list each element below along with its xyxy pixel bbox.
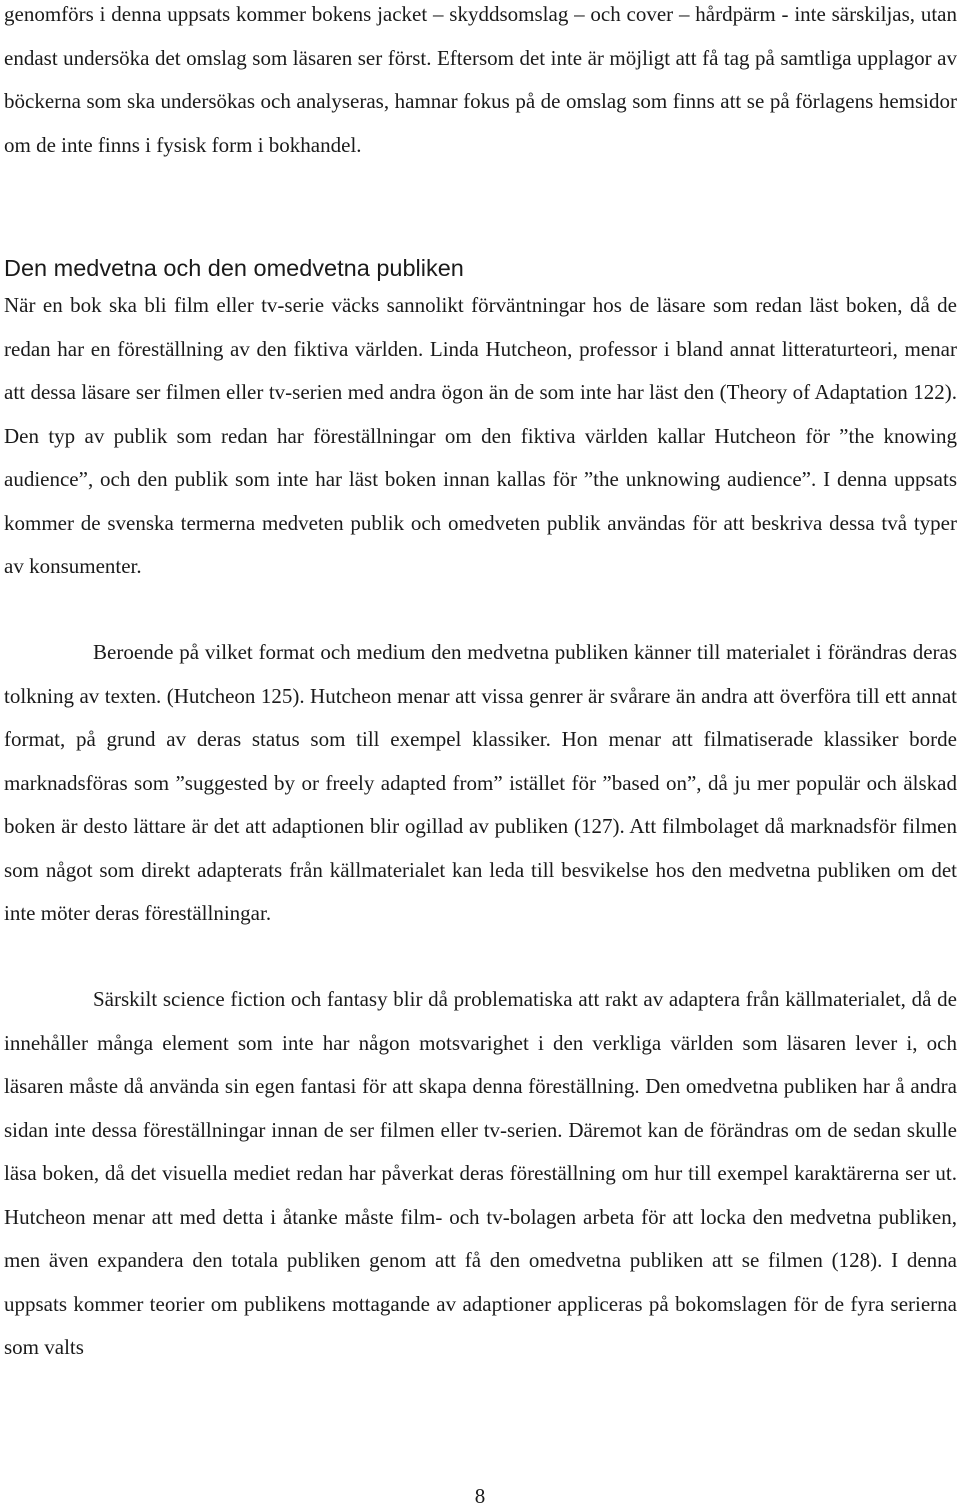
paragraph-intro: genomförs i denna uppsats kommer bokens jacket – skyddsomslag – och cover – hårdpärm - inte särskiljas, utan endast undersöka det omslag som läsaren ser först. Eftersom det inte är möjligt att få tag på samtliga upplagor av böckerna som ska undersökas och analyseras, hamnar fokus på de omslag som finns att se på förlagens hemsidor om de inte finns i fysisk form i bokhandel. [4, 2, 957, 157]
page-number: 8 [474, 1484, 486, 1508]
section-heading: Den medvetna och den omedvetna publiken [4, 255, 464, 281]
paragraph-genre: Särskilt science fiction och fantasy blir då problematiska att rakt av adaptera från källmaterialet, då de innehåller många element som inte har någon motsvarighet i den verkliga världen som läsaren lever i, och läsaren måste då använda sin egen fantasi för att skapa denna föreställning. Den omedvetna publiken har å andra sidan inte dessa föreställningar innan de ser filmen eller tv-serien. Däremot kan de förändras om de sedan skulle läsa boken, då det visuella mediet redan har påverkat deras föreställning om hur till exempel karaktärerna ser ut. Hutcheon menar att med detta i åtanke måste film- och tv-bolagen arbeta för att locka den medvetna publiken, men även expandera den totala publiken genom att få den omedvetna publiken att se filmen (128). I denna uppsats kommer teorier om publikens mottagande av adaptioner appliceras på bokomslagen för de fyra serierna som valts [4, 987, 957, 1359]
paragraph-audience: När en bok ska bli film eller tv-serie väcks sannolikt förväntningar hos de läsare som redan läst boken, då de redan har en föreställning av den fiktiva världen. Linda Hutcheon, professor i bland annat litteraturteori, menar att dessa läsare ser filmen eller tv-serien med andra ögon än de som inte har läst den (Theory of Adaptation 122). Den typ av publik som redan har föreställningar om den fiktiva världen kallar Hutcheon för ”the knowing audience”, och den publik som inte har läst boken innan kallas för ”the unknowing audience”. I denna uppsats kommer de svenska termerna medveten publik och omedveten publik användas för att beskriva dessa två typer av konsumenter. [4, 293, 957, 578]
paragraph-format: Beroende på vilket format och medium den medvetna publiken känner till materialet i förändras deras tolkning av texten. (Hutcheon 125). Hutcheon menar att vissa genrer är svårare än andra att överföra till ett annat format, på grund av deras status som till exempel klassiker. Hon menar att filmatiserade klassiker borde marknadsföras som ”suggested by or freely adapted from” istället för ”based on”, då ju mer populär och älskad boken är desto lättare är det att adaptionen blir ogillad av publiken (127). Att filmbolaget då marknadsför filmen som något som direkt adapterats från källmaterialet kan leda till besvikelse hos den medvetna publiken om det inte möter deras föreställningar. [4, 640, 957, 925]
